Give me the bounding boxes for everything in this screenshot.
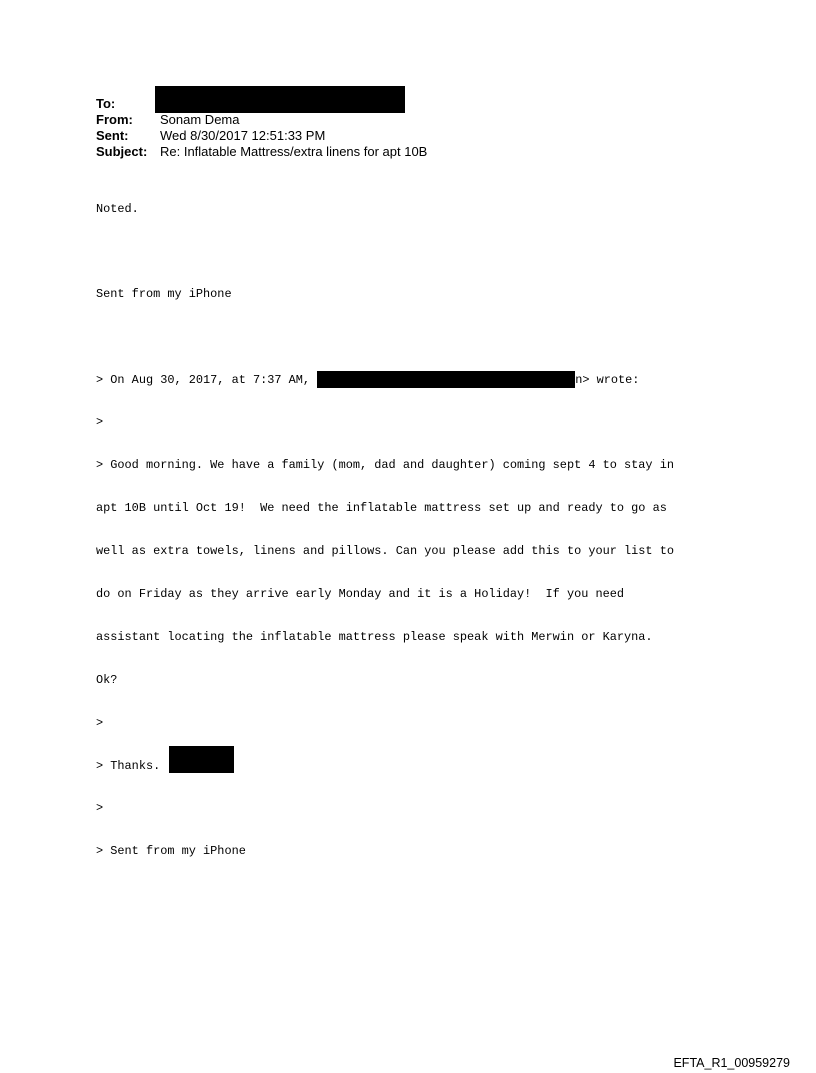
from-label: From: [96,112,133,127]
quote-blank-line: > [96,801,104,816]
quote-intro-suffix: n> wrote: [575,372,640,387]
subject-label: Subject: [96,144,148,159]
redaction-bar [169,746,234,773]
quote-blank-line: > [96,415,104,430]
quote-line: do on Friday as they arrive early Monday and it is a Holiday! If you need [96,587,625,602]
quote-blank-line: > [96,715,104,730]
email-body [96,173,674,887]
sent-value: Wed 8/30/2017 12:51:33 PM [160,128,326,143]
quote-line: > Good morning. We have a family (mom, dad and daughter) coming sept 4 to stay in [96,458,674,473]
document-id: EFTA_R1_00959279 [673,1056,790,1070]
redaction-bar [155,86,405,113]
quote-intro-prefix: > On Aug 30, 2017, at 7:37 AM, [96,372,318,387]
sent-label: Sent: [96,128,129,143]
quote-line: assistant locating the inflatable mattress please speak with Merwin or Karyna. [96,629,653,644]
quote-thanks-line [96,759,674,773]
reply-text: Noted. [96,201,139,216]
redaction-bar [317,371,575,388]
quote-line: well as extra towels, linens and pillows. Can you please add this to your list to [96,544,674,559]
quote-line: apt 10B until Oct 19! We need the inflatable mattress set up and ready to go as [96,501,667,516]
quote-intro [96,373,674,387]
reply-signature: Sent from my iPhone [96,287,232,302]
quote-signature: > Sent from my iPhone [96,844,246,859]
from-value: Sonam Dema [160,112,240,127]
subject-value: Re: Inflatable Mattress/extra linens for apt 10B [160,144,428,159]
quote-line: Ok? [96,672,118,687]
to-label: To: [96,96,116,111]
quote-thanks: > Thanks. [96,758,168,773]
